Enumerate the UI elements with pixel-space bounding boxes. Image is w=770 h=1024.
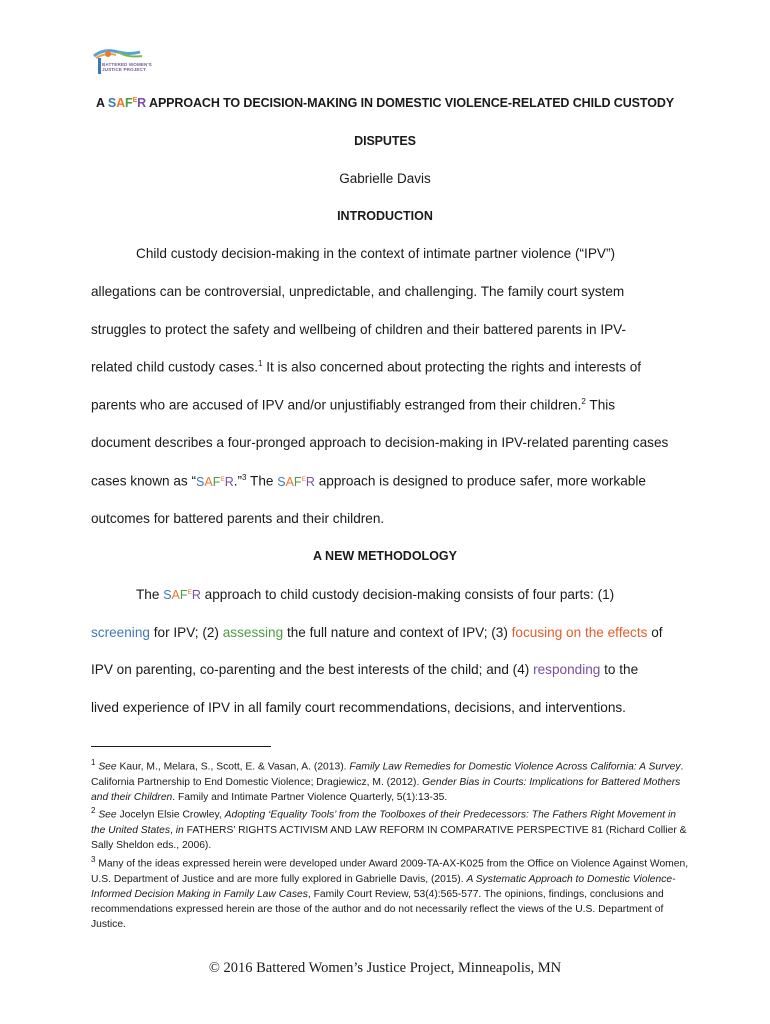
term-screening: screening [91, 625, 150, 640]
safer-e: E [132, 96, 138, 104]
method-line: lived experience of IPV in all family court recommendations, decisions, and interventions. [91, 700, 626, 715]
page-footer: © 2016 Battered Women’s Justice Project, Minneapolis, MN [208, 960, 562, 976]
document-title-line2: DISPUTES [354, 134, 416, 148]
footnote-2: $^2$ See Jocelyn Elsie Crowley, Adopting ‘Equality Tools’ from the Toolboxes of their Predecessors: The Fathers Right Movement in the United States, in FATHERS’ RIGHTS ACTIVISM AND LAW REFORM IN COMPARATIVE PERSPECTIVE 81 (Richard Collier & Sally Sheldon eds., 2006). [91, 806, 687, 851]
footnote-3: $^3$ Many of the ideas expressed herein were developed under Award 2009-TA-AX-K025 from the Office on Violence Against Women, U.S. Department of Justice and are more fully explored in Gabrielle Davis, (2015). A Systematic Approach to Domestic Violence-Informed Decision Making in Family Law Cases, Family Court Review, 53(4):565-577. The opinions, findings, conclusions and recommendations expressed herein are those of the author and do not necessarily reflect the views of the U.S. Department of Justice. [91, 855, 689, 931]
safer-f: F [125, 96, 133, 110]
intro-line: Child custody decision-making in the context of intimate partner violence (“IPV”) [136, 246, 616, 261]
safer-r: R [137, 96, 147, 110]
intro-line: related child custody cases.$^1$ It is also concerned about protecting the rights and interests of [91, 359, 642, 375]
safer-a: A [116, 96, 126, 110]
method-line: screening for IPV; (2) assessing the full nature and context of IPV; (3) focusing on the effects of [91, 625, 663, 640]
method-line: The $SAF^ER$ approach to child custody decision-making consists of four parts: (1) [136, 587, 615, 602]
safer-s: S [107, 96, 117, 110]
footnote-divider [91, 746, 271, 747]
footnote-ref[interactable]: 2 [581, 397, 586, 406]
intro-line: outcomes for battered parents and their children. [91, 511, 385, 526]
logo-line1: BATTERED WOMEN'S [102, 62, 152, 67]
footnote-ref[interactable]: 1 [258, 359, 263, 368]
logo-line2: JUSTICE PROJECT [102, 67, 146, 72]
bwjp-logo [90, 46, 160, 78]
intro-heading: INTRODUCTION [337, 209, 433, 223]
document-title: A $SAF^ER$ APPROACH TO DECISION-MAKING IN DOMESTIC VIOLENCE-RELATED CHILD CUSTODY [96, 96, 674, 110]
intro-line: cases known as “$SAF^ER.”^3$ The $SAF^ER$ approach is designed to produce safer, more workable [91, 473, 646, 489]
method-line: IPV on parenting, co-parenting and the best interests of the child; and (4) responding to the [91, 662, 639, 677]
intro-line: struggles to protect the safety and wellbeing of children and their battered parents in IPV- [91, 322, 627, 337]
intro-line: document describes a four-pronged approach to decision-making in IPV-related parenting cases [91, 435, 669, 450]
intro-line: parents who are accused of IPV and/or unjustifiably estranged from their children.$^2$ This [91, 397, 616, 413]
term-focusing: focusing on the effects [511, 625, 648, 640]
term-responding: responding [533, 662, 601, 677]
method-heading: A NEW METHODOLOGY [313, 549, 457, 563]
intro-line: allegations can be controversial, unpredictable, and challenging. The family court system [91, 284, 625, 299]
footnote-ref[interactable]: 3 [242, 473, 247, 482]
term-assessing: assessing [222, 625, 284, 640]
footnote-1: $^1$ See Kaur, M., Melara, S., Scott, E. & Vasan, A. (2013). Family Law Remedies for Domestic Violence Across California: A Survey. California Partnership to End Domestic Violence; Dragiewicz, M. (2012). Gender Bias in Courts: Implications for Battered Mothers and their Children. Family and Intimate Partner Violence Quarterly, 5(1):13-35. [91, 758, 684, 803]
author: Gabrielle Davis [339, 171, 431, 186]
